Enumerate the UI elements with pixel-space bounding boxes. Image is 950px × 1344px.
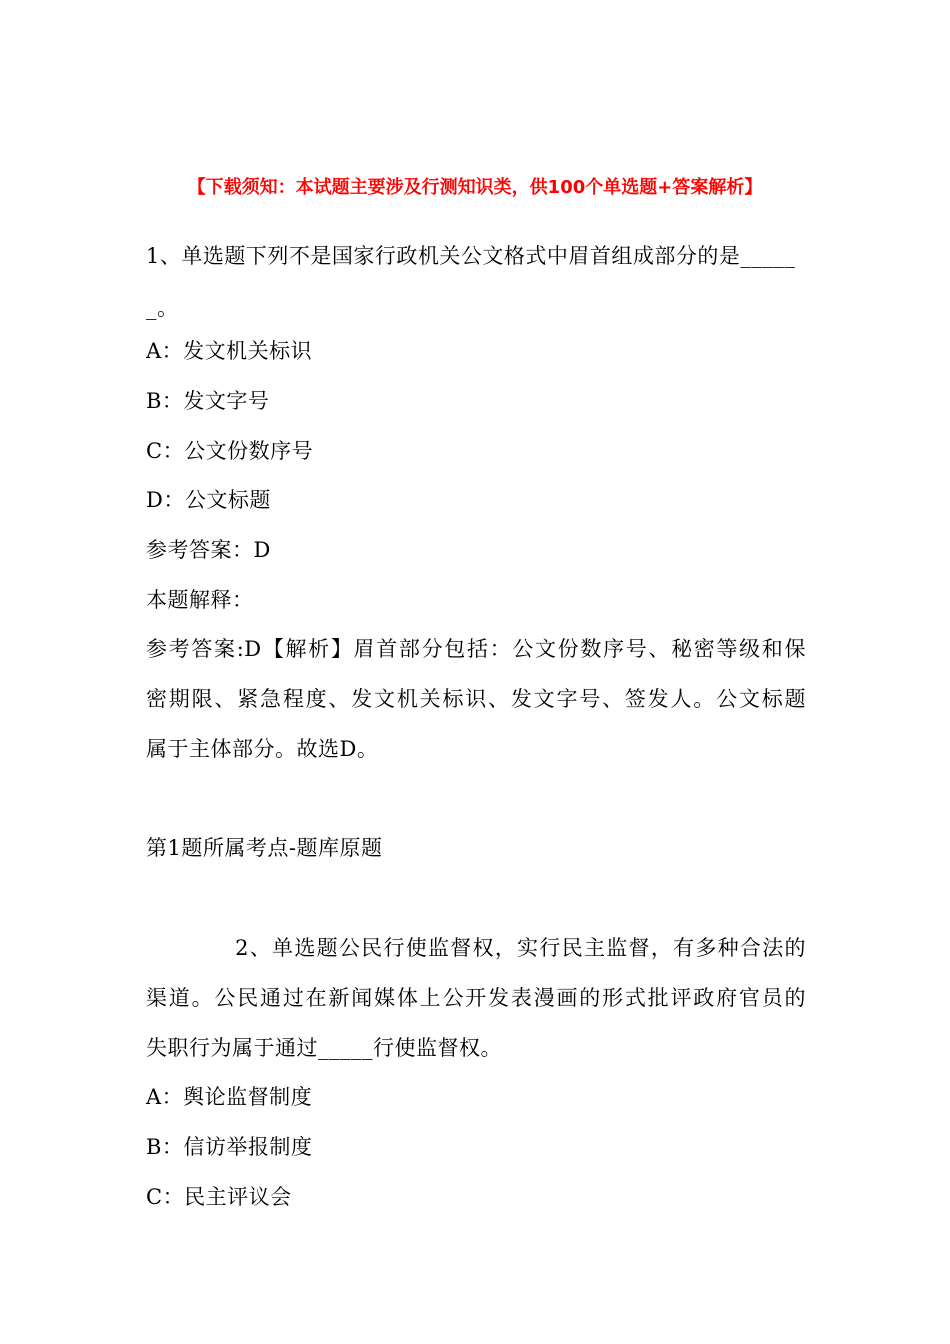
question-1-stem-line-1: 1、单选题下列不是国家行政机关公文格式中眉首组成部分的是_____: [146, 244, 796, 268]
question-1-explanation-line-2: 密期限、紧急程度、发文机关标识、发文字号、签发人。公文标题: [146, 687, 806, 711]
question-2-stem-line-1: 2、单选题公民行使监督权，实行民主监督，有多种合法的: [146, 936, 806, 960]
question-1-topic: 第1题所属考点-题库原题: [146, 836, 383, 860]
question-1-option-d: D：公文标题: [146, 488, 271, 512]
question-2-stem-line-2: 渠道。公民通过在新闻媒体上公开发表漫画的形式批评政府官员的: [146, 986, 806, 1010]
question-1-option-c: C：公文份数序号: [146, 439, 314, 463]
question-2-option-a: A：舆论监督制度: [146, 1085, 313, 1109]
question-1-answer: 参考答案：D: [146, 538, 271, 562]
question-1-explanation-line-3: 属于主体部分。故选D。: [146, 737, 379, 761]
question-1-option-a: A：发文机关标识: [146, 339, 313, 363]
question-1-explanation-label: 本题解释：: [146, 588, 254, 612]
question-2-stem-line-3: 失职行为属于通过_____行使监督权。: [146, 1036, 502, 1060]
question-2-option-c: C：民主评议会: [146, 1185, 292, 1209]
question-1-option-b: B：发文字号: [146, 389, 270, 413]
download-notice: 【下载须知：本试题主要涉及行测知识类，供100个单选题+答案解析】: [187, 177, 763, 198]
question-1-explanation-line-1: 参考答案:D【解析】眉首部分包括：公文份数序号、秘密等级和保: [146, 637, 806, 661]
question-2-option-b: B：信访举报制度: [146, 1135, 313, 1159]
question-1-stem-line-2: _。: [146, 296, 179, 320]
